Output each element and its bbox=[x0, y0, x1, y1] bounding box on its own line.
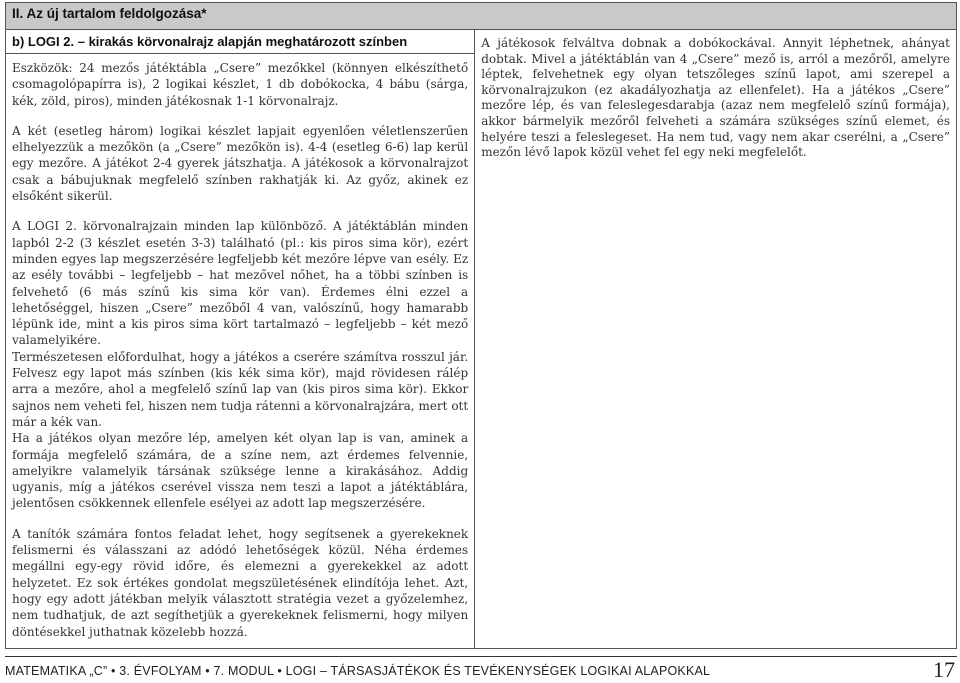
content-table bbox=[5, 2, 957, 649]
left-column bbox=[6, 54, 475, 649]
right-paragraph: A játékosok felváltva dobnak a dobókockával. Annyit léphetnek, ahányat dobtak. Mivel a játéktáblán van 4 „Csere” mező is, arról a mezőről, amelyre léptek, felvehetnek egy olyan tetszőleges színű lapot, ami szerepel a körvonalrajzukon (ez akadályozhatja az ellenfelet). Ha a játékos „Csere” mezőre lép, és van feleslegesdarabja (azaz nem megfelelő színű formája), akkor bármelyik mezőről felveheti a számára szükséges színű elemet, és helyére teszi a feleslegeset. Ha nem tud, vagy nem akar cserélni, a „Csere” mezőn lévő lapok közül vehet fel egy neki megfelelőt. bbox=[481, 36, 950, 160]
subsection-title: b) LOGI 2. – kirakás körvonalrajz alapján meghatározott színben bbox=[6, 30, 475, 54]
right-column bbox=[475, 30, 957, 649]
blocking-paragraph: Ha a játékos olyan mezőre lép, amelyen két olyan lap is van, aminek a formája megfelelő számára, de a színe nem, azt érdemes felvennie, amelyikre valamelyik társának szüksége lenne a kirakásához. Addig ugyanis, míg a játékos cserével vissza nem teszi a lapot a játéktáblára, jelentősen csökkennek ellenfele esélyei az adott lap megszerzésére. bbox=[12, 431, 469, 511]
risk-paragraph: Természetesen előfordulhat, hogy a játékos a cserére számítva rosszul jár. Felvesz egy lapot más színben (kis kék sima kör), majd rövidesen rálép arra a mezőre, ahol a megfelelő színű lap van (kis piros sima kör). Ekkor sajnos nem veheti fel, hiszen nem tudja rátenni a körvonalrajzára, mert ott már a kék van. bbox=[12, 349, 469, 429]
section-title: II. Az új tartalom feldolgozása* bbox=[6, 3, 957, 30]
tools-paragraph: Eszközök: 24 mezős játéktábla „Csere” mezőkkel (könnyen elkészíthető csomagolópapírra is), 2 logikai készlet, 1 db dobókocka, 4 bábu (sárga, kék, zöld, piros), minden játékosnak 1-1 körvonalrajz. bbox=[12, 61, 469, 108]
teacher-note-paragraph: A tanítók számára fontos feladat lehet, hogy segítsenek a gyerekeknek felismerni és válasszani az adódó lehetőségek közül. Néha érdemes megállni egy-egy rövid időre, és elemezni a gyerekekkel az adott helyzetet. Ez sok értékes gondolat megszületésének elindítója lehet. Azt, hogy egy adott játékban melyik választott stratégia vezet a győzelemhez, nem tudhatjuk, de azt segíthetjük a gyerekeknek felismerni, hogy milyen döntésekkel juthatnak közelebb hozzá. bbox=[12, 526, 469, 639]
page-number: 17 bbox=[933, 657, 955, 682]
strategy-paragraph: A LOGI 2. körvonalrajzain minden lap különböző. A játéktáblán minden lapból 2-2 (3 készlet esetén 3-3) található (pl.: kis piros sima kör), ezért minden egyes lap megszerzésére legfeljebb két mezőre lépve van esély. Ez az esély további – legfeljebb – hat mezővel nőhet, ha a többi színben is felvehető (6 más színű kis sima kör van). Érdemes élni ezzel a lehetőséggel, hiszen „Csere” mezőből 4 van, valószínű, hogy hamarabb lépünk ide, mint a kis piros sima kört tartalmazó – legfeljebb – két mező valamelyikére. bbox=[12, 219, 469, 348]
setup-paragraph: A két (esetleg három) logikai készlet lapjait egyenlően véletlenszerűen elhelyezzük a mezőkön (a „Csere” mezőkön is). 4-4 (esetleg 6-6) lap kerül egy mezőre. A játékot 2-4 gyerek játszhatja. A játékosok a körvonalrajzot csak a bábujuknak megfelelő színben rakhatják ki. Az győz, akinek ez elsőként sikerül. bbox=[12, 123, 469, 204]
page-footer bbox=[5, 656, 957, 683]
footer-text: MATEMATIKA „C” • 3. ÉVFOLYAM • 7. MODUL • LOGI – TÁRSASJÁTÉKOK ÉS TEVÉKENYSÉGEK LOGIKAI ALAPOKKAL bbox=[5, 664, 711, 678]
